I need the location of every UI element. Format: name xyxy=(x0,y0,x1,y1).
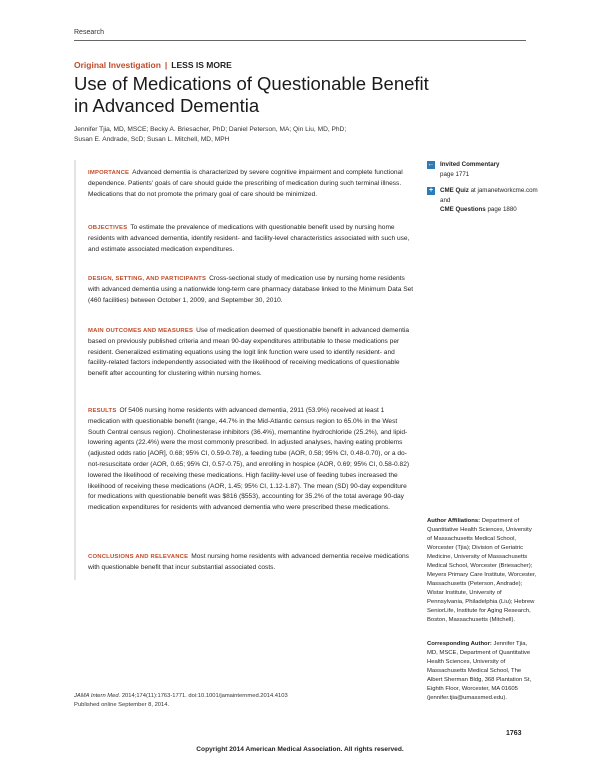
section-label: Research xyxy=(74,29,104,36)
corresponding-heading: Corresponding Author: xyxy=(427,641,492,647)
journal-name: JAMA Intern Med. xyxy=(74,693,121,699)
author-list xyxy=(74,125,424,145)
cme-questions-page: page 1880 xyxy=(487,206,517,214)
header-rule xyxy=(74,40,526,41)
author-affiliations xyxy=(427,517,537,625)
affiliations-text: Department of Quantitative Health Sciences, University of Massachusetts Medical School, Worcester (Tjia); Division of Geriatric Medicine, University of Massachusetts Medical School, Worcester (Briesacher); Meyers Primary Care Institute, Worcester, Massachusetts (Peterson, Andrade); Wistar Institute, University of Pennsylvania, Philadelphia (Liu); Hebrew SeniorLife, Institute for Aging Research, Boston, Massachusetts (Mitchell). xyxy=(427,518,537,623)
page-number: 1763 xyxy=(506,730,522,737)
invited-commentary-label: Invited Commentary xyxy=(440,161,500,168)
outcomes-text: Use of medication deemed of questionable benefit in advanced dementia based on previously published criteria and mean 90-day expenditures attributable to these medications per resident. Generalized estimating equations using the logit link function were used to identify resident- and facility-related factors independently associated with the likelihood of receiving medications of questionable benefit after accounting for clustering within nursing homes. xyxy=(88,327,410,378)
article-title xyxy=(74,73,454,117)
abstract-bar xyxy=(74,160,76,580)
series-name: LESS IS MORE xyxy=(171,60,232,70)
citation xyxy=(74,692,414,710)
cme-questions-label: CME Questions xyxy=(440,206,486,214)
citation-line-1: 2014;174(11):1763-1771. doi:10.1001/jamainternmed.2014.4103 xyxy=(121,693,288,699)
importance-text: Advanced dementia is characterized by severe cognitive impairment and complete functional dependence. Patients' goals of care should guide the prescribing of medication during such terminal illness. Medications that do not promote the primary goal of care should be minimized. xyxy=(88,169,403,198)
cme-quiz-label: CME Quiz xyxy=(440,187,469,194)
abstract-importance xyxy=(88,168,414,200)
article-kicker xyxy=(74,60,232,70)
citation-line-2: Published online September 8, 2014. xyxy=(74,702,170,708)
invited-commentary-page: page 1771 xyxy=(440,170,470,178)
abstract-outcomes xyxy=(88,326,414,380)
affiliations-heading: Author Affiliations: xyxy=(427,518,481,524)
article-type: Original Investigation xyxy=(74,60,161,70)
conclusions-text: Most nursing home residents with advanced dementia receive medications with questionable benefit that incur substantial associated costs. xyxy=(88,553,409,571)
abstract-conclusions xyxy=(88,552,414,574)
results-heading: RESULTS xyxy=(88,408,117,414)
abstract-results xyxy=(88,406,414,514)
title-line-1: Use of Medications of Questionable Benefit xyxy=(74,73,429,94)
title-line-2: in Advanced Dementia xyxy=(74,95,260,116)
corresponding-author xyxy=(427,640,537,703)
plus-icon: + xyxy=(428,187,434,194)
results-text: Of 5406 nursing home residents with advanced dementia, 2911 (53.9%) received at least 1 medication with questionable benefit (range, 44.7% in the Mid-Atlantic census region to 65.0% in the West South Central census region). Cholinesterase inhibitors (36.4%), memantine hydrochloride (25.2%), and lipid-lowering agents (22.4%) were the most commonly prescribed. In adjusted analyses, having eating problems (adjusted odds ratio [AOR], 0.68; 95% CI, 0.59-0.78), a feeding tube (AOR, 0.58; 95% CI, 0.48-0.70), or a do-not-resuscitate order (AOR, 0.65; 95% CI, 0.57-0.75), and enrolling in hospice (AOR, 0.69; 95% CI, 0.58-0.82) lowered the likelihood of receiving these medications. High facility-level use of feeding tubes increased the likelihood of receiving these medications (AOR, 1.45; 95% CI, 1.12-1.87). The mean (SD) 90-day expenditure for medications with questionable benefit was $816 ($553), accounting for 35.2% of the total average 90-day medication expenditures for residents with advanced dementia who were prescribed these medications. xyxy=(88,407,410,512)
objectives-heading: OBJECTIVES xyxy=(88,225,128,231)
abstract-design xyxy=(88,274,414,306)
cme-quiz-link[interactable] xyxy=(427,186,537,218)
corresponding-text: Jennifer Tjia, MD, MSCE, Department of Quantitative Health Sciences, University of Massachusetts Medical School, The Albert Sherman Bldg, 368 Plantation St, Eighth Floor, Worcester, MA 01605 (jennifer.tjia@umassmed.edu). xyxy=(427,641,532,701)
cme-quiz-text: at jamanetworkcme.com and xyxy=(440,187,538,204)
design-heading: DESIGN, SETTING, AND PARTICIPANTS xyxy=(88,276,207,282)
copyright-notice: Copyright 2014 American Medical Association. All rights reserved. xyxy=(196,746,404,753)
abstract-objectives xyxy=(88,223,414,255)
authors-line-2: Susan E. Andrade, ScD; Susan L. Mitchell, MD, MPH xyxy=(74,136,230,143)
kicker-separator: | xyxy=(164,60,168,70)
importance-heading: IMPORTANCE xyxy=(88,170,130,176)
arrow-left-icon: ← xyxy=(427,161,435,168)
conclusions-heading: CONCLUSIONS AND RELEVANCE xyxy=(88,554,189,560)
outcomes-heading: MAIN OUTCOMES AND MEASURES xyxy=(88,328,194,334)
objectives-text: To estimate the prevalence of medications with questionable benefit used by nursing home residents with advanced dementia, identify resident- and facility-level characteristics associated with such use, and estimate associated medication expenditures. xyxy=(88,224,410,253)
authors-line-1: Jennifer Tjia, MD, MSCE; Becky A. Briesacher, PhD; Daniel Peterson, MA; Qin Liu, MD, PhD; xyxy=(74,126,347,133)
design-text: Cross-sectional study of medication use by nursing home residents with advanced dementia using a nationwide long-term care pharmacy database linked to the Minimum Data Set (460 facilities) between October 1, 2009, and September 30, 2010. xyxy=(88,275,414,304)
